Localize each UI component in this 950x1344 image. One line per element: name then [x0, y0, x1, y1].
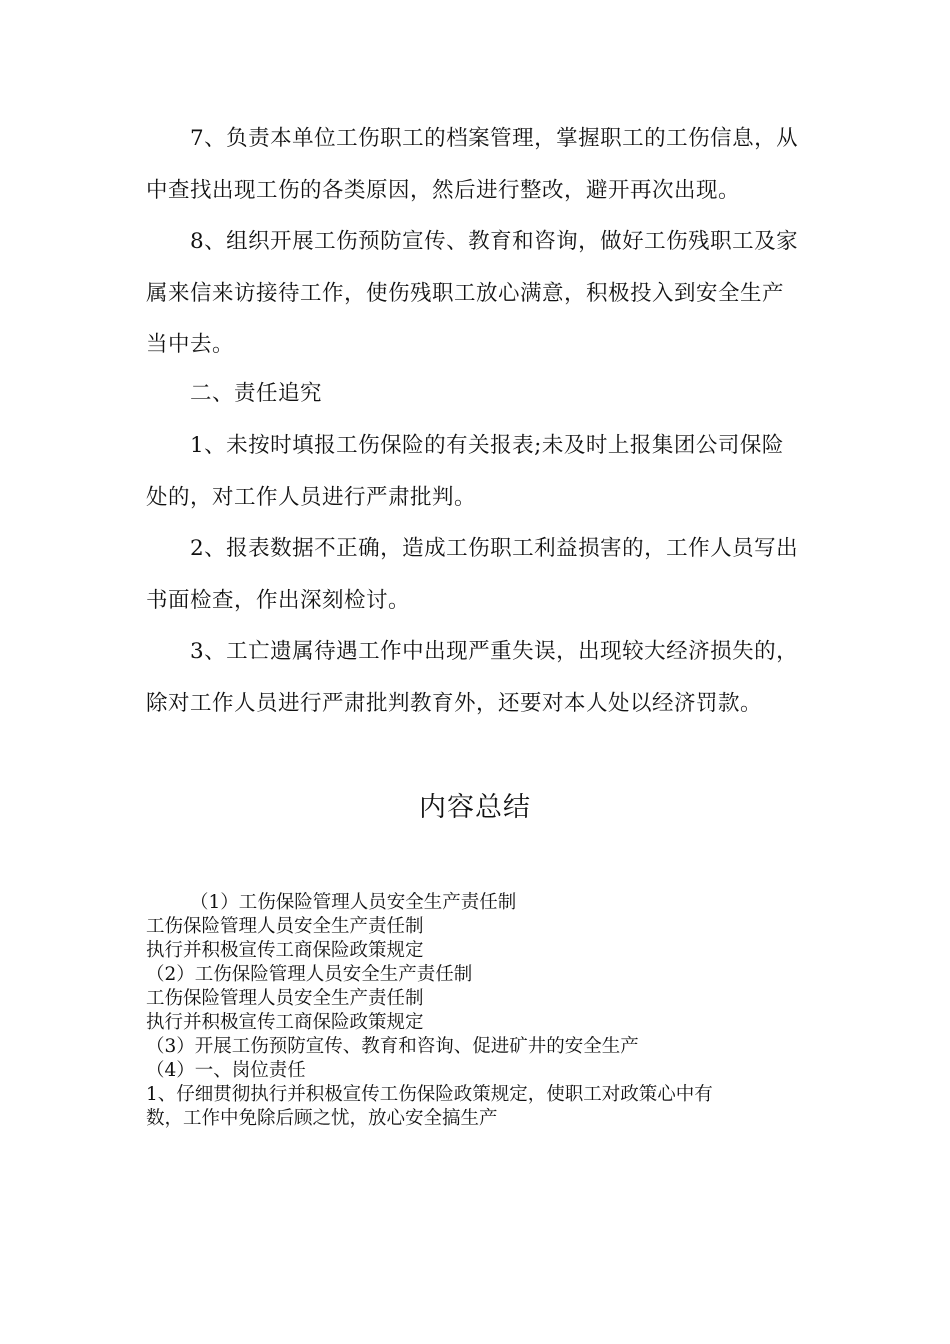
paragraph-line: 3、工亡遗属待遇工作中出现严重失误，出现较大经济损失的，: [190, 639, 799, 664]
summary-line: （1）工伤保险管理人员安全生产责任制: [190, 892, 517, 913]
summary-line: （4）一、岗位责任: [146, 1060, 306, 1081]
paragraph-line: 除对工作人员进行严肃批判教育外，还要对本人处以经济罚款。: [146, 690, 763, 716]
paragraph-line: 书面检查，作出深刻检讨。: [146, 587, 411, 613]
paragraph-line: 当中去。: [146, 332, 235, 357]
paragraph-line: 1、未按时填报工伤保险的有关报表;未及时上报集团公司保险: [190, 433, 784, 458]
summary-line: 工伤保险管理人员安全生产责任制: [146, 988, 424, 1009]
summary-line: 执行并积极宣传工商保险政策规定: [146, 940, 424, 961]
paragraph-line: 8、组织开展工伤预防宣传、教育和咨询，做好工伤残职工及家: [190, 229, 799, 254]
paragraph-accountability-2: [146, 523, 810, 626]
summary-line: 数，工作中免除后顾之忧，放心安全搞生产: [146, 1108, 498, 1129]
paragraph-line: 处的，对工作人员进行严肃批判。: [146, 484, 477, 510]
paragraph-item-7: [146, 113, 810, 216]
summary-title: 内容总结: [419, 792, 531, 823]
section-heading-text: 二、责任追究: [190, 381, 323, 406]
paragraph-accountability-3: [146, 626, 810, 729]
summary-block: [146, 891, 816, 1131]
paragraph-line: 中查找出现工伤的各类原因，然后进行整改，避开再次出现。: [146, 177, 741, 203]
summary-line: 执行并积极宣传工商保险政策规定: [146, 1012, 424, 1033]
section-heading: [146, 368, 810, 420]
summary-line: （2）工伤保险管理人员安全生产责任制: [146, 964, 473, 985]
summary-line: 1、仔细贯彻执行并积极宣传工伤保险政策规定，使职工对政策心中有: [146, 1084, 713, 1105]
paragraph-line: 2、报表数据不正确，造成工伤职工利益损害的，工作人员写出: [190, 536, 799, 561]
paragraph-line: 属来信来访接待工作，使伤残职工放心满意，积极投入到安全生产: [146, 280, 785, 306]
paragraph-line: 7、负责本单位工伤职工的档案管理，掌握职工的工伤信息，从: [190, 126, 799, 151]
summary-line: （3）开展工伤预防宣传、教育和咨询、促进矿井的安全生产: [146, 1036, 639, 1057]
paragraph-accountability-1: [146, 420, 810, 523]
paragraph-item-8: [146, 216, 810, 371]
summary-line: 工伤保险管理人员安全生产责任制: [146, 916, 424, 937]
